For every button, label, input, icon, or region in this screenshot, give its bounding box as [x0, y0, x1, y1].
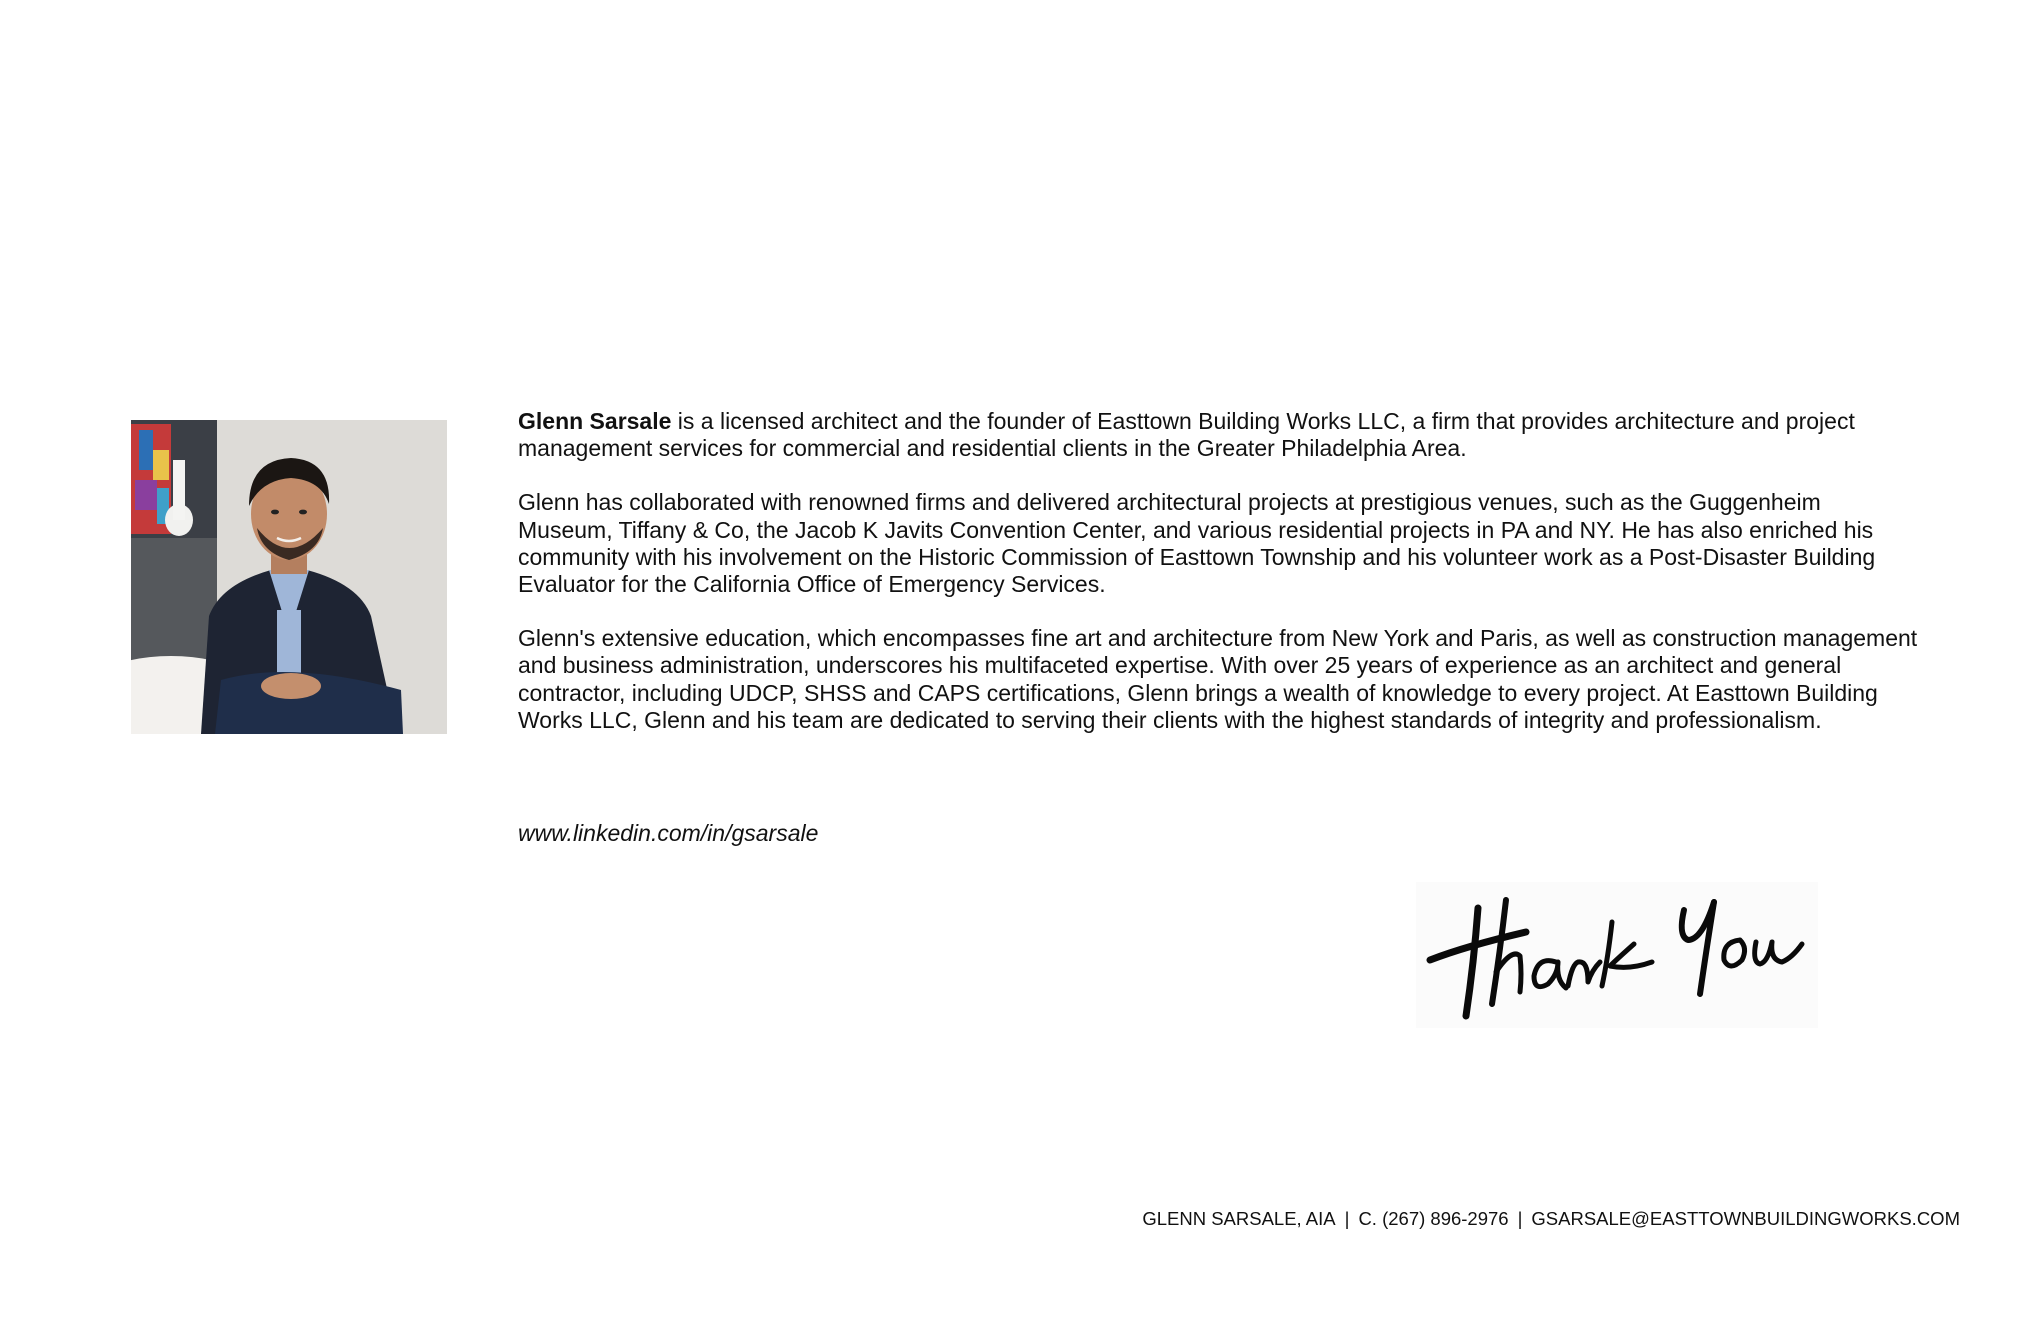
bio-paragraph-2: Glenn has collaborated with renowned firms and delivered architectural projects at prestigious venues, such as the Guggenheim Museum, Tiffany & Co, the Jacob K Javits Convention Center, and various residential projects in PA and NY. He has also enriched his community with his involvement on the Historic Commission of Easttown Township and his volunteer work as a Post-Disaster Building Evaluator for the California Office of Emergency Services.: [518, 489, 1876, 598]
thank-you-signature: [1416, 882, 1818, 1028]
bio-paragraph-1-text: is a licensed architect and the founder of Easttown Building Works LLC, a firm that provides architecture and project management services for commercial and residential clients in the Greater Philadelphia Area.: [518, 408, 1855, 462]
bio-paragraph-3: Glenn's extensive education, which encompasses fine art and architecture from New York and Paris, as well as construction management and business administration, underscores his multifaceted expertise. With over 25 years of experience as an architect and general contractor, including UDCP, SHSS and CAPS certifications, Glenn brings a wealth of knowledge to every project. At Easttown Building Works LLC, Glenn and his team are dedicated to serving their clients with the highest standards of integrity and professionalism.: [518, 625, 1918, 733]
bio-section: [518, 408, 1918, 761]
person-illustration: [131, 420, 447, 734]
footer-email[interactable]: GSARSALE@EASTTOWNBUILDINGWORKS.COM: [1531, 1208, 1960, 1229]
footer-separator: |: [1344, 1208, 1350, 1229]
bio-name: Glenn Sarsale: [518, 408, 672, 434]
bio-paragraph-1: [518, 408, 1918, 462]
signature-drawing: [1416, 882, 1818, 1028]
footer-name: GLENN SARSALE, AIA: [1142, 1208, 1336, 1229]
footer-phone[interactable]: C. (267) 896-2976: [1358, 1208, 1509, 1229]
portrait-photo: [131, 420, 447, 734]
linkedin-link[interactable]: www.linkedin.com/in/gsarsale: [518, 820, 819, 846]
footer-separator: |: [1517, 1208, 1523, 1229]
footer-contact: [1142, 1208, 1960, 1230]
